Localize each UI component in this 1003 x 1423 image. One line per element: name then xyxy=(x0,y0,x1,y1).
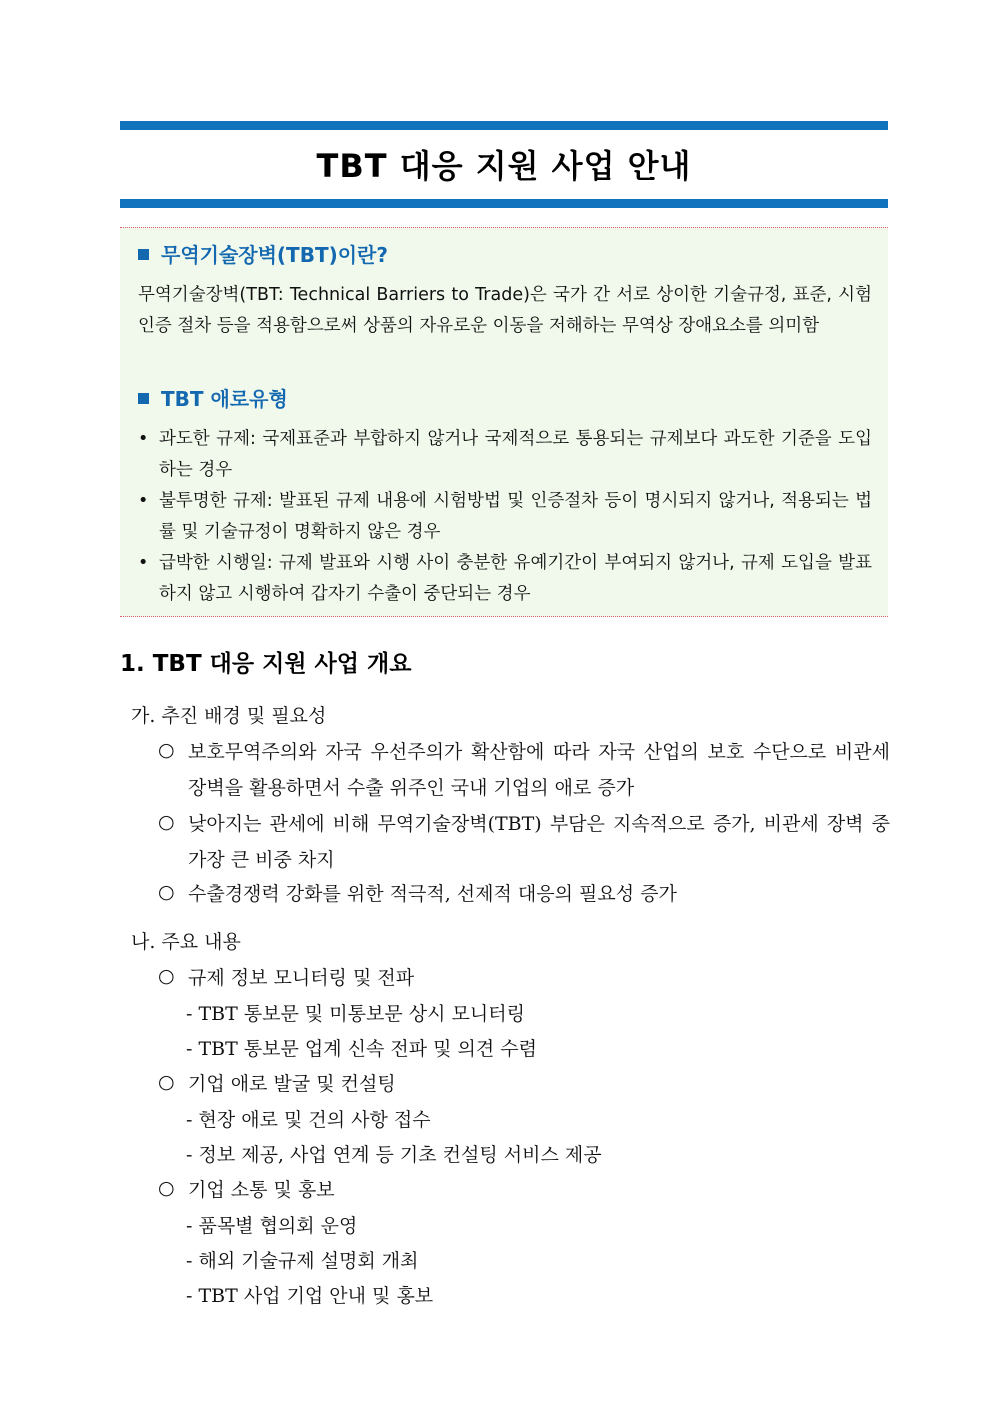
circle-bullet-icon: ○ xyxy=(158,965,175,987)
circle-bullet-icon: ○ xyxy=(158,1177,175,1199)
circle-bullet-icon: ○ xyxy=(158,881,175,903)
dash-bullet-icon: - xyxy=(186,1109,193,1131)
tbt-definition-box xyxy=(120,227,888,617)
background-item-text: 낮아지는 관세에 비해 무역기술장벽(TBT) 부담은 지속적으로 증가, 비관세 장벽 중 가장 큰 비중 차지 xyxy=(188,813,890,871)
tbt-type-item xyxy=(138,486,872,548)
tbt-type-text: 급박한 시행일: 규제 발표와 시행 사이 충분한 유예기간이 부여되지 않거나, 규제 도입을 발표하지 않고 시행하여 갑자기 수출이 중단되는 경우 xyxy=(159,553,872,604)
content-group-label: 기업 애로 발굴 및 컨설팅 xyxy=(188,1073,396,1095)
content-detail-text: 해외 기술규제 설명회 개최 xyxy=(198,1250,419,1272)
content-group-label: 규제 정보 모니터링 및 전파 xyxy=(188,967,415,989)
dash-bullet-icon: - xyxy=(186,1215,193,1237)
content-detail-text: 정보 제공, 사업 연계 등 기초 컨설팅 서비스 제공 xyxy=(198,1144,602,1166)
circle-bullet-icon: ○ xyxy=(158,739,175,761)
dash-bullet-icon: - xyxy=(186,1250,193,1272)
content-detail-item xyxy=(186,998,525,1030)
content-detail-item xyxy=(186,1139,602,1171)
content-group-label: 기업 소통 및 홍보 xyxy=(188,1179,335,1201)
section-title: 1. TBT 대응 지원 사업 개요 xyxy=(120,651,412,677)
tbt-type-item xyxy=(138,424,872,486)
tbt-type-item xyxy=(138,548,872,610)
square-bullet-icon xyxy=(138,393,149,404)
dash-bullet-icon: - xyxy=(186,1144,193,1166)
background-item xyxy=(158,734,890,806)
background-item xyxy=(158,806,890,878)
bullet-icon: • xyxy=(138,429,149,449)
content-detail-text: TBT 통보문 및 미통보문 상시 모니터링 xyxy=(198,1003,525,1025)
circle-bullet-icon: ○ xyxy=(158,1071,175,1093)
content-detail-item xyxy=(186,1280,433,1312)
tbt-types-heading-text: TBT 애로유형 xyxy=(161,387,288,411)
content-detail-item xyxy=(186,1104,431,1136)
background-item xyxy=(158,876,890,912)
subsection-heading-b: 나. 주요 내용 xyxy=(131,931,241,953)
tbt-definition-heading xyxy=(138,240,388,270)
dash-bullet-icon: - xyxy=(186,1003,193,1025)
title-bottom-rule xyxy=(120,199,888,208)
page-title: TBT 대응 지원 사업 안내 xyxy=(316,147,692,185)
tbt-type-text: 과도한 규제: 국제표준과 부합하지 않거나 국제적으로 통용되는 규제보다 과도한 기준을 도입하는 경우 xyxy=(159,429,872,480)
tbt-types-heading xyxy=(138,384,288,414)
dash-bullet-icon: - xyxy=(186,1285,193,1307)
tbt-definition-text: 무역기술장벽(TBT: Technical Barriers to Trade)은 국가 간 서로 상이한 기술규정, 표준, 시험인증 절차 등을 적용함으로써 상품의 자유로운 이동을 저해하는 무역상 장애요소를 의미함 xyxy=(138,285,872,336)
tbt-definition-heading-text: 무역기술장벽(TBT)이란? xyxy=(161,243,388,267)
content-detail-text: TBT 통보문 업계 신속 전파 및 의견 수렴 xyxy=(198,1038,538,1060)
content-detail-item xyxy=(186,1033,537,1065)
content-group xyxy=(158,1172,890,1208)
content-detail-item xyxy=(186,1245,418,1277)
background-item-text: 수출경쟁력 강화를 위한 적극적, 선제적 대응의 필요성 증가 xyxy=(188,883,677,905)
tbt-type-text: 불투명한 규제: 발표된 규제 내용에 시험방법 및 인증절차 등이 명시되지 않거나, 적용되는 법률 및 기술규정이 명확하지 않은 경우 xyxy=(159,491,872,542)
content-group xyxy=(158,960,890,996)
bullet-icon: • xyxy=(138,553,149,573)
content-detail-text: 품목별 협의회 운영 xyxy=(198,1215,358,1237)
subsection-heading-a: 가. 추진 배경 및 필요성 xyxy=(131,705,327,727)
content-detail-text: 현장 애로 및 건의 사항 접수 xyxy=(198,1109,431,1131)
dash-bullet-icon: - xyxy=(186,1038,193,1060)
bullet-icon: • xyxy=(138,491,149,511)
circle-bullet-icon: ○ xyxy=(158,811,175,833)
content-group xyxy=(158,1066,890,1102)
background-item-text: 보호무역주의와 자국 우선주의가 확산함에 따라 자국 산업의 보호 수단으로 비관세 장벽을 활용하면서 수출 위주인 국내 기업의 애로 증가 xyxy=(188,741,890,799)
square-bullet-icon xyxy=(138,249,149,260)
title-top-rule xyxy=(120,121,888,130)
content-detail-item xyxy=(186,1210,357,1242)
content-detail-text: TBT 사업 기업 안내 및 홍보 xyxy=(198,1285,434,1307)
